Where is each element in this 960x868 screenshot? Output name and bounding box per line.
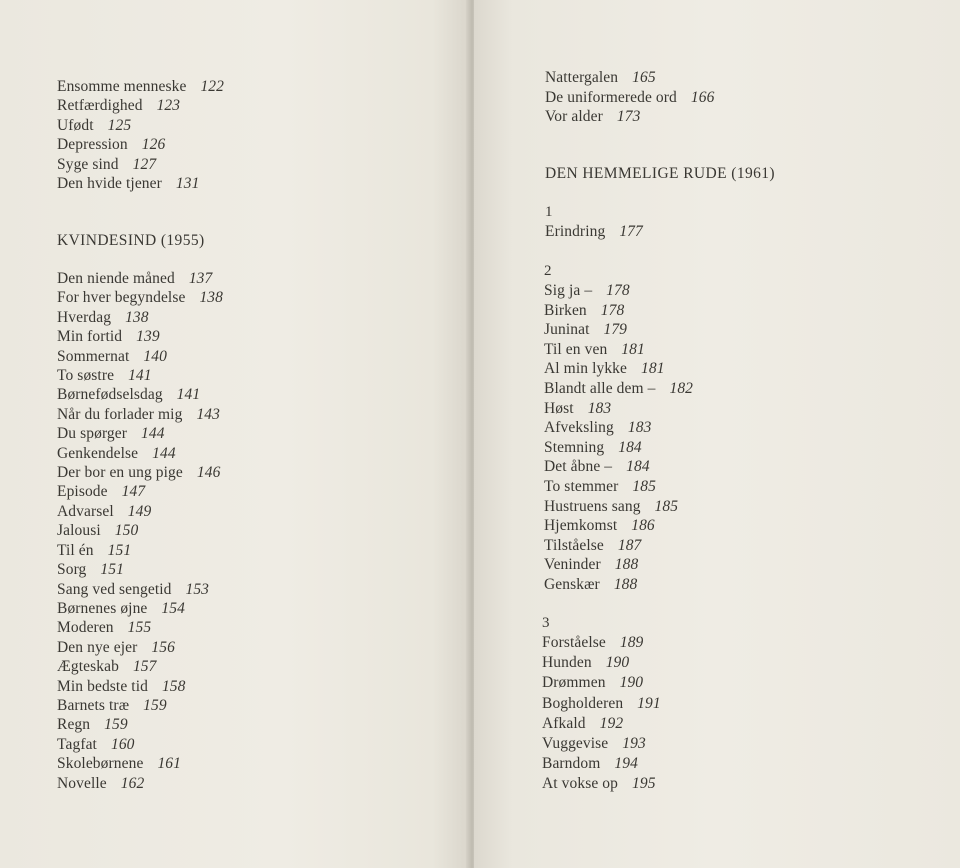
toc-entry [544,477,693,497]
entry-title: Til en ven [544,340,608,358]
part-number: 3 [542,615,550,631]
entry-title: Afveksling [544,419,614,437]
entry-page: 184 [618,438,642,456]
entry-title: Du spørger [57,425,128,443]
entry-page: 183 [627,419,652,437]
part-number: 2 [544,263,552,279]
section-heading-kvindesind: KVINDESIND (1955) [57,232,205,249]
toc-entry [57,541,223,560]
entry-page: 123 [156,97,181,115]
entry-title: Genskær [544,575,600,593]
toc-entry [57,347,223,366]
entry-title: At vokse op [542,775,619,793]
entry-page: 125 [107,116,132,134]
toc-entry [544,457,693,477]
entry-title: Birken [544,301,587,319]
entry-page: 185 [632,477,656,495]
toc-entry [57,677,223,696]
toc-entry [544,497,693,517]
entry-page: 161 [157,755,181,773]
entry-title: Novelle [57,774,107,792]
entry-page: 139 [136,328,160,346]
entry-title: Regn [57,716,91,734]
toc-entry [57,638,223,657]
entry-page: 187 [617,536,642,554]
entry-title: Vuggevise [542,735,609,753]
entry-page: 190 [605,654,630,672]
entry-title: Vor alder [545,108,603,126]
entry-page: 141 [176,386,201,404]
entry-title: Hjemkomst [544,517,618,535]
toc-entry [544,536,693,556]
entry-title: Tilståelse [544,536,604,554]
entry-title: Blandt alle dem – [544,379,656,397]
entry-title: Sommernat [57,347,130,365]
toc-entry [57,405,223,424]
toc-entry [542,754,661,774]
entry-page: 141 [128,367,152,385]
toc-entry [542,694,661,714]
entry-title: Min fortid [57,328,123,346]
toc-entry [57,96,224,115]
entry-title: Erindring [545,223,606,240]
toc-entry [57,580,223,599]
toc-entry [57,288,223,307]
entry-title: Hverdag [57,308,112,326]
toc-entry [544,555,693,575]
toc-entry [57,385,223,404]
entry-page: 138 [199,289,224,307]
entry-page: 122 [200,78,225,95]
entry-page: 165 [632,69,656,86]
entry-title: For hver begyndelse [57,289,186,307]
toc-entry [57,269,223,288]
entry-page: 162 [120,774,145,792]
entry-page: 149 [127,502,152,520]
toc-entry [544,281,693,301]
entry-title: Ufødt [57,116,94,134]
entry-page: 181 [621,340,645,358]
entry-page: 193 [622,735,646,753]
entry-page: 154 [161,599,185,617]
entry-page: 195 [632,775,656,793]
toc-entry [544,418,693,438]
toc-entry [57,521,223,540]
entry-title: Den niende måned [57,270,175,287]
entry-page: 144 [152,444,176,462]
entry-title: Bogholderen [542,694,624,712]
entry-page: 140 [143,347,167,365]
entry-title: Hustruens sang [544,497,641,515]
right-page [474,0,960,868]
toc-entry [544,438,693,458]
toc-entry [544,340,693,360]
entry-page: 156 [151,638,175,656]
entry-title: Sig ja – [544,282,593,299]
toc-entry [57,502,223,521]
toc-entry [544,359,693,379]
entry-title: Sang ved sengetid [57,580,172,598]
toc-entry [544,320,693,340]
entry-page: 192 [599,714,624,732]
toc-entry [57,135,224,154]
entry-page: 138 [125,308,149,326]
toc-entry [57,155,224,174]
entry-page: 137 [188,270,213,287]
section-heading-den-hemmelige-rude: DEN HEMMELIGE RUDE (1961) [545,165,775,182]
entry-title: Genkendelse [57,444,139,462]
entry-title: Hunden [542,654,592,672]
toc-entry [545,68,714,88]
entry-page: 150 [114,522,139,540]
entry-page: 147 [121,483,146,501]
entry-page: 185 [654,497,679,515]
toc-entry [57,424,223,443]
entry-title: Det åbne – [544,458,613,476]
toc-entry [542,774,661,794]
entry-page: 153 [185,580,210,598]
entry-page: 157 [132,658,157,676]
toc-entry [57,77,224,96]
entry-page: 144 [141,425,165,443]
entry-page: 159 [143,696,167,714]
entry-title: To søstre [57,367,115,385]
entry-page: 127 [132,155,157,173]
entry-page: 190 [619,674,644,692]
toc-entry [542,653,661,673]
toc-entry [544,516,693,536]
entry-title: Moderen [57,619,114,637]
toc-entry [57,308,223,327]
toc-entry [57,696,223,715]
entry-title: Stemning [544,438,605,456]
entry-page: 143 [196,405,220,423]
entry-page: 179 [603,321,628,339]
toc-entry [542,673,661,693]
toc-entry [57,482,223,501]
entry-title: Tagfat [57,735,97,753]
entry-title: Retfærdighed [57,97,143,115]
part-number: 1 [545,204,553,220]
part-3 [542,614,661,795]
part-2 [544,262,693,595]
entry-page: 177 [619,223,643,240]
entry-page: 182 [669,379,694,397]
entry-title: Forståelse [542,634,606,651]
toc-entry [544,379,693,399]
entry-title: Den nye ejer [57,638,138,656]
toc-entry [57,754,223,773]
entry-title: Veninder [544,556,601,574]
entry-page: 188 [613,575,638,593]
entry-title: Advarsel [57,502,114,520]
toc-entry [57,366,223,385]
entry-page: 194 [614,755,638,773]
entry-page: 126 [141,136,166,154]
toc-entry [57,116,224,135]
toc-entry [545,107,714,127]
entry-page: 186 [631,517,655,535]
entry-page: 188 [614,556,639,574]
entry-title: To stemmer [544,477,619,495]
entry-title: Afkald [542,714,586,732]
entry-title: Børnenes øjne [57,599,148,617]
entry-title: Når du forlader mig [57,405,183,423]
entry-title: Skolebørnene [57,755,144,773]
toc-entry [57,327,223,346]
entry-page: 173 [616,108,641,126]
toc-entry [57,599,223,618]
entry-page: 191 [637,694,661,712]
right-top-entries [545,68,714,127]
entry-page: 189 [619,634,644,651]
entry-title: Syge sind [57,155,119,173]
entry-title: Episode [57,483,108,501]
entry-page: 178 [600,301,625,319]
entry-title: Barnets træ [57,696,130,714]
entry-title: Nattergalen [545,69,619,86]
entry-page: 178 [606,282,630,299]
toc-entry [544,301,693,321]
entry-page: 151 [107,541,132,559]
entry-title: Juninat [544,321,590,339]
toc-entry [542,734,661,754]
entry-title: Depression [57,136,128,154]
toc-entry [57,463,223,482]
toc-entry [545,222,643,242]
entry-title: Der bor en ung pige [57,464,183,482]
toc-entry [544,399,693,419]
toc-entry [57,657,223,676]
entry-page: 183 [587,399,612,417]
entry-title: Min bedste tid [57,677,148,695]
entry-title: Barndom [542,755,601,773]
toc-entry [57,174,224,193]
left-page [0,0,470,868]
entry-page: 160 [110,735,135,753]
toc-entry [57,774,223,793]
toc-entry [57,560,223,579]
entry-page: 131 [175,175,200,193]
left-top-entries [57,77,224,193]
toc-entry [542,714,661,734]
entry-title: Sorg [57,561,87,579]
toc-entry [545,88,714,108]
toc-entry [57,715,223,734]
entry-page: 146 [196,464,221,482]
entry-title: Høst [544,399,574,417]
entry-page: 155 [127,619,152,637]
entry-title: Ægteskab [57,658,119,676]
entry-title: Jalousi [57,522,101,540]
toc-entry [57,444,223,463]
entry-page: 181 [641,360,665,378]
entry-page: 151 [100,561,124,579]
entry-page: 159 [104,716,128,734]
entry-page: 158 [161,677,186,695]
entry-title: De uniformerede ord [545,88,677,106]
entry-title: Den hvide tjener [57,175,162,193]
toc-entry [544,575,693,595]
entry-title: Børnefødselsdag [57,386,163,404]
entry-title: Drømmen [542,674,606,692]
entry-title: Til én [57,541,94,559]
entry-title: Ensomme menneske [57,78,187,95]
toc-entry [542,633,661,653]
part-1 [545,203,643,242]
left-entries [57,269,223,793]
toc-entry [57,735,223,754]
entry-title: Al min lykke [544,360,627,378]
toc-entry [57,618,223,637]
entry-page: 184 [626,458,650,476]
entry-page: 166 [690,88,715,106]
